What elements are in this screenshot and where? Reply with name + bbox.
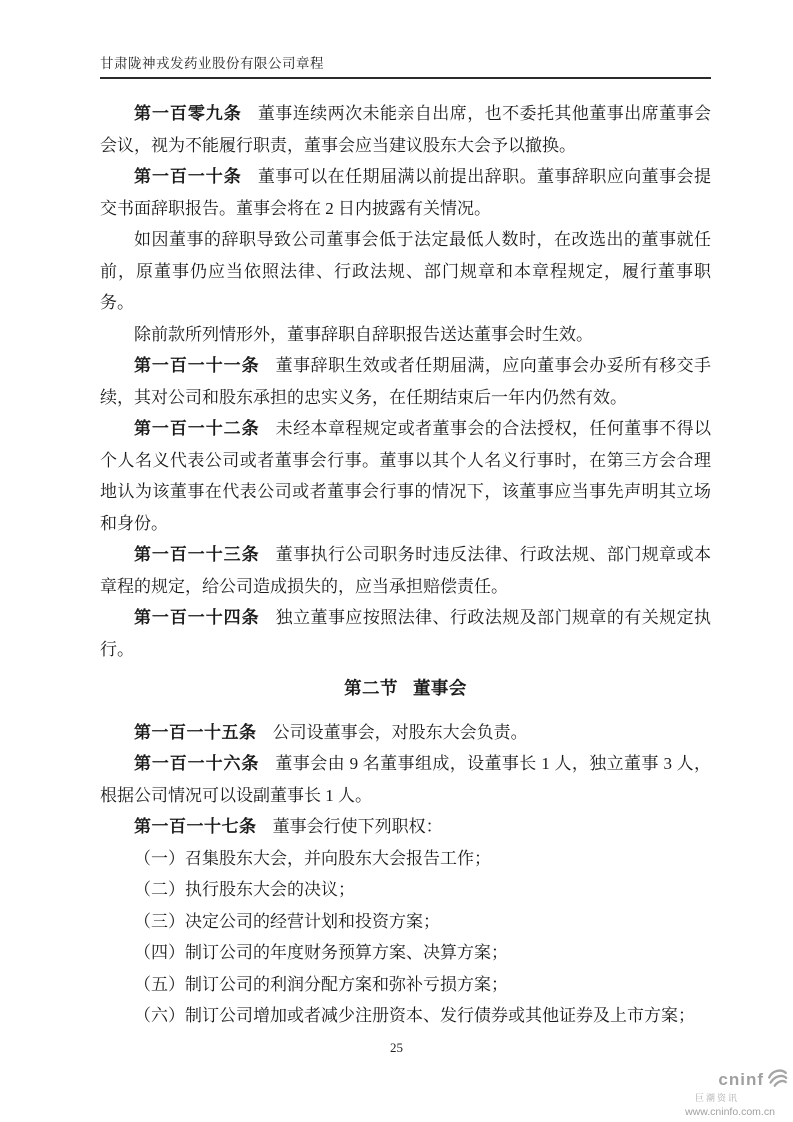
article-number: 第一百一十四条	[134, 608, 260, 627]
text-run: 除前款所列情形外，董事辞职自辞职报告送达董事会时生效。	[134, 324, 593, 344]
list-item	[100, 906, 711, 938]
article-number: 第一百一十七条	[134, 817, 257, 836]
list-item	[100, 937, 711, 969]
article-number: 第一百一十二条	[134, 419, 260, 438]
list-item	[100, 843, 711, 875]
text-run: 董事辞职生效或者任期届满，应向董事会办妥所有移交手续，其对公司和股东承担的忠实义务，在任期结束后一年内仍然有效。	[100, 356, 712, 407]
paragraph	[100, 224, 711, 319]
cninfo-brand-text: cninf	[718, 1069, 764, 1089]
paragraph	[100, 602, 711, 665]
text-run: （五）制订公司的利润分配方案和弥补亏损方案；	[134, 974, 508, 994]
text-run: 董事可以在任期届满以前提出辞职。董事辞职应向董事会提交书面辞职报告。董事会将在 2 日内披露有关情况。	[100, 167, 712, 218]
text-run: 如因董事的辞职导致公司董事会低于法定最低人数时，在改选出的董事就任前，原董事仍应当依照法律、行政法规、部门规章和本章程规定，履行董事职务。	[100, 230, 711, 312]
text-run: （二）执行股东大会的决议；	[134, 880, 355, 899]
paragraph	[100, 350, 711, 413]
paragraph	[100, 717, 711, 749]
paragraph	[100, 413, 711, 539]
list-item	[100, 969, 711, 1001]
text-run: （六）制订公司增加或者减少注册资本、发行债券或其他证券及上市方案；	[134, 1006, 695, 1025]
cninfo-name-text: 巨潮资讯	[694, 1093, 739, 1103]
text-run: 公司设董事会，对股东大会负责。	[272, 722, 528, 742]
paragraph	[100, 161, 711, 224]
paragraph	[100, 748, 711, 811]
text-run: 董事会行使下列职权：	[272, 817, 443, 836]
cninfo-url-text: www.cninfo.com.cn	[685, 1106, 775, 1118]
cninfo-swirl-icon	[766, 1066, 788, 1093]
text-run: 董事执行公司职务时违反法律、行政法规、部门规章或本章程的规定，给公司造成损失的，应当承担赔偿责任。	[100, 545, 712, 596]
article-number: 第一百一十三条	[134, 545, 260, 564]
paragraph	[100, 811, 711, 843]
section-number: 第二节	[344, 678, 399, 698]
document-body	[100, 98, 711, 1032]
article-number: 第一百一十条	[134, 167, 242, 186]
text-run: （四）制订公司的年度财务预算方案、决算方案；	[134, 943, 508, 962]
article-number: 第一百一十五条	[134, 722, 257, 742]
cninfo-logo	[670, 1066, 790, 1118]
list-item	[100, 1000, 711, 1032]
paragraph	[100, 98, 711, 161]
article-number: 第一百一十六条	[134, 754, 260, 773]
cninfo-logo-row	[670, 1066, 790, 1093]
paragraph	[100, 539, 711, 602]
article-number: 第一百一十一条	[134, 356, 260, 375]
text-run: 独立董事应按照法律、行政法规及部门规章的有关规定执行。	[100, 608, 712, 659]
list-item	[100, 874, 711, 906]
page-header	[100, 52, 711, 79]
page-number: 25	[390, 1040, 403, 1055]
text-run: （一）召集股东大会，并向股东大会报告工作；	[134, 848, 491, 868]
article-number: 第一百零九条	[134, 104, 242, 123]
text-run: 未经本章程规定或者董事会的合法授权，任何董事不得以个人名义代表公司或者董事会行事。董事以其个人名义行事时，在第三方会合理地认为该董事在代表公司或者董事会行事的情况下，该董事应当事先声明其立场和身份。	[100, 419, 712, 533]
text-run: 董事连续两次未能亲自出席，也不委托其他董事出席董事会会议，视为不能履行职责，董事会应当建议股东大会予以撤换。	[100, 104, 712, 155]
text-run: （三）决定公司的经营计划和投资方案；	[134, 911, 440, 931]
section-heading	[100, 673, 711, 705]
header-title: 甘肃陇神戎发药业股份有限公司章程	[100, 56, 324, 71]
paragraph	[100, 319, 711, 351]
text-run: 董事会由 9 名董事组成，设董事长 1 人，独立董事 3 人，根据公司情况可以设副董事长 1 人。	[100, 754, 712, 805]
text-run: 董事会	[412, 678, 467, 698]
